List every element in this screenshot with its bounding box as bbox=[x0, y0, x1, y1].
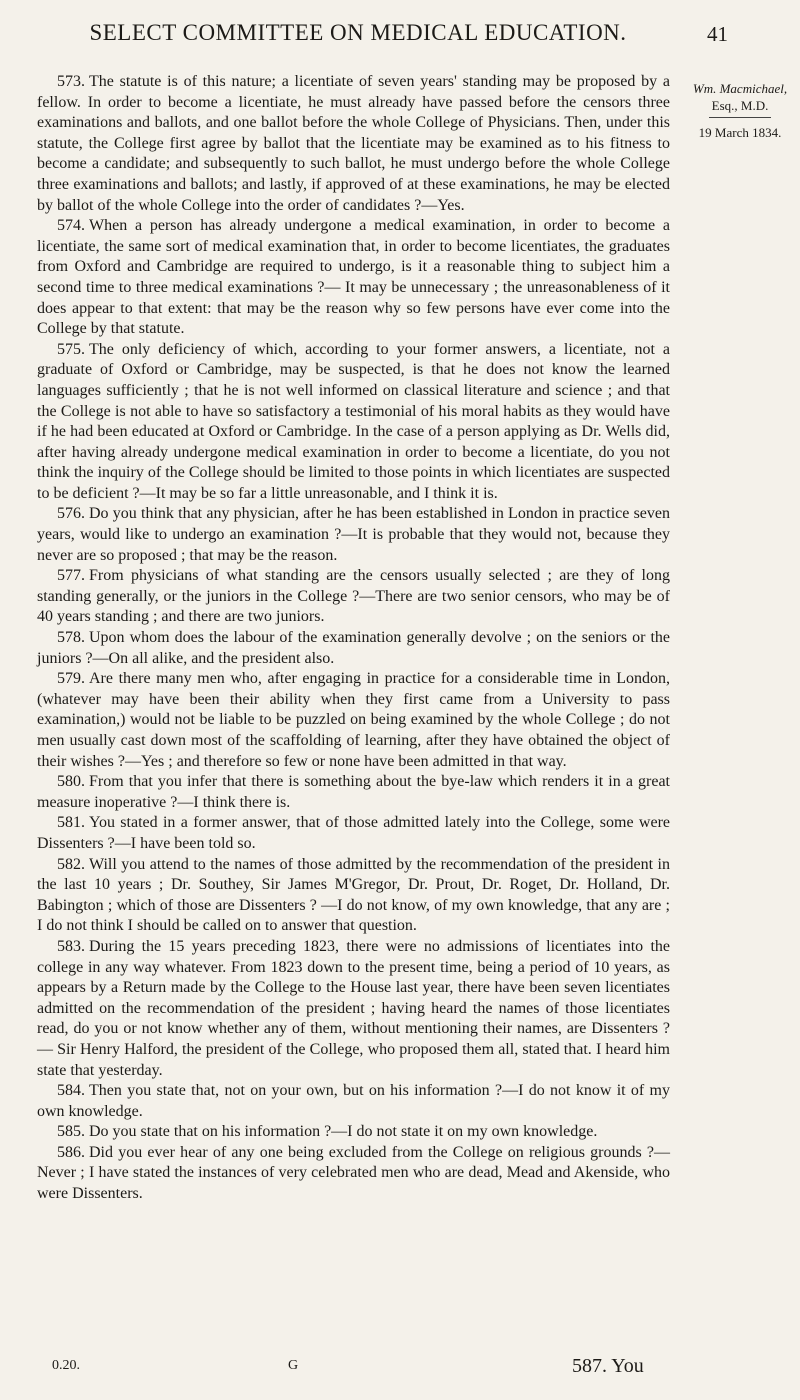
question-number: 579. bbox=[57, 670, 85, 688]
margin-divider bbox=[709, 117, 771, 118]
paragraph-text: From that you infer that there is something about the bye-law which renders it in a great measure inoperative ?—I think there is. bbox=[37, 773, 670, 811]
paragraph-text: The only deficiency of which, according to your former answers, a licentiate, not a graduate of Oxford or Cambridge, may be suspected, is that he does not know the learned languages sufficiently ; that he is not well informed on classical literature and science ; and that the College is not able to have so satisfactory a testimonial of his moral habits as they would have if he had been educated at Oxford or Cambridge. In the case of a person applying as Dr. Wells did, after having already undergone medical examination in order to become a licentiate, do you not think the inquiry of the College should be limited to those points in which licentiates are suspected to be deficient ?—It may be so far a little unreasonable, and I think it is. bbox=[37, 340, 670, 502]
paragraph-text: Are there many men who, after engaging in practice for a considerable time in London, (whatever may have been their ability when they first came from a University to pass examination,) would not be liable to be puzzled on being examined by the whole College ; do not men usually cast down most of the scaffolding of learning, after they have obtained the object of their wishes ?—Yes ; and therefore so few or none have been admitted in that way. bbox=[37, 670, 670, 770]
question-number: 585. bbox=[57, 1123, 85, 1141]
paragraph-576 bbox=[37, 504, 670, 566]
question-number: 583. bbox=[57, 937, 85, 955]
paragraph-text: From physicians of what standing are the censors usually selected ; are they of long standing generally, or the juniors in the College ?—There are two senior censors, who may be of 40 years standing ; and there are two juniors. bbox=[37, 567, 670, 626]
paragraph-586 bbox=[37, 1143, 670, 1205]
paragraph-581 bbox=[37, 813, 670, 854]
paragraph-text: Then you state that, not on your own, but on his information ?—I do not know it of my own knowledge. bbox=[37, 1082, 670, 1120]
question-number: 575. bbox=[57, 340, 85, 358]
margin-date: 19 March 1834. bbox=[698, 125, 782, 140]
paragraph-text: The statute is of this nature; a licentiate of seven years' standing may be proposed by a fellow. In order to become a licentiate, he must already have passed before the censors three examinations and ballots, and one ballot before the whole College of Physicians. Then, under this statute, the College first agree by ballot that the licentiate may be examined as to his fitness to become a candidate; and subsequently to such ballot, he must undergo before the whole College three examinations and ballots; and lastly, if approved of at these examinations, he may be elected by ballot of the whole College into the order of candidates ?—Yes. bbox=[37, 73, 670, 214]
paragraph-580 bbox=[37, 772, 670, 813]
catchword: 587. You bbox=[572, 1355, 644, 1377]
paragraph-577 bbox=[37, 566, 670, 628]
page-header-title: SELECT COMMITTEE ON MEDICAL EDUCATION. bbox=[89, 20, 627, 45]
question-number: 580. bbox=[57, 773, 85, 791]
signature-mark: G bbox=[288, 1358, 299, 1373]
question-number: 573. bbox=[57, 73, 85, 90]
paragraph-text: Did you ever hear of any one being excluded from the College on religious grounds ?—Never ; I have stated the instances of very celebrated men who are dead, Mead and Akenside, who were Dissenters. bbox=[37, 1143, 670, 1203]
paragraph-text: During the 15 years preceding 1823, there were no admissions of licentiates into the college in any way whatever. From 1823 down to the present time, being a period of 10 years, as appears by a Return made by the College to the House last year, there have been seven licentiates admitted on the recommendation of the president ; having heard the names of those licentiates read, do you or not know whether any of them, without mentioning their names, are Dissenters ?— Sir Henry Halford, the president of the College, who proposed them all, stated that. I heard him state that yesterday. bbox=[37, 937, 670, 1079]
paragraph-text: Will you attend to the names of those admitted by the recommendation of the president in the last 10 years ; Dr. Southey, Sir James M'Gregor, Dr. Prout, Dr. Roget, Dr. Holland, Dr. Babington ; which of those are Dissenters ? —I do not know, of my own knowledge, that any are ; I do not think I should be called on to answer that question. bbox=[37, 855, 670, 935]
question-number: 578. bbox=[57, 629, 85, 647]
margin-witness-name: Wm. Macmichael, bbox=[692, 81, 788, 96]
footer-code: 0.20. bbox=[52, 1358, 80, 1373]
question-number: 584. bbox=[57, 1082, 85, 1100]
margin-note bbox=[690, 80, 790, 141]
question-number: 582. bbox=[57, 855, 85, 873]
question-number: 581. bbox=[57, 814, 85, 832]
paragraph-582 bbox=[37, 855, 670, 937]
paragraph-574 bbox=[37, 216, 670, 340]
paragraph-text: You stated in a former answer, that of those admitted lately into the College, some were Dissenters ?—I have been told so. bbox=[37, 814, 670, 852]
question-number: 574. bbox=[57, 217, 85, 235]
margin-witness-credentials: Esq., M.D. bbox=[711, 98, 769, 113]
question-number: 586. bbox=[57, 1143, 85, 1161]
paragraph-573 bbox=[37, 72, 670, 216]
paragraph-text: Do you think that any physician, after he has been established in London in practice seven years, would like to undergo an examination ?—It is probable that they would not, because they never are so proposed ; that may be the reason. bbox=[37, 505, 670, 564]
paragraph-583 bbox=[37, 937, 670, 1081]
paragraph-579 bbox=[37, 669, 670, 772]
paragraph-text: When a person has already undergone a medical examination, in order to become a licentiate, the same sort of medical examination that, in order to become licentiates, the graduates from Oxford and Cambridge are required to undergo, is it a reasonable thing to subject him a second time to three medical examinations ?— It may be unnecessary ; the unreasonableness of it does appear to that extent: that may be the reason why so few persons have ever come into the College by that statute. bbox=[37, 217, 670, 338]
paragraph-584 bbox=[37, 1081, 670, 1122]
paragraph-text: Do you state that on his information ?—I do not state it on my own knowledge. bbox=[89, 1123, 598, 1141]
question-number: 577. bbox=[57, 567, 85, 585]
page-number: 41 bbox=[707, 22, 728, 46]
paragraph-585 bbox=[37, 1122, 670, 1143]
paragraph-text: Upon whom does the labour of the examination generally devolve ; on the seniors or the juniors ?—On all alike, and the president also. bbox=[37, 629, 670, 667]
paragraph-578 bbox=[37, 628, 670, 669]
paragraph-575 bbox=[37, 340, 670, 505]
testimony-body bbox=[37, 72, 670, 1205]
question-number: 576. bbox=[57, 505, 85, 523]
